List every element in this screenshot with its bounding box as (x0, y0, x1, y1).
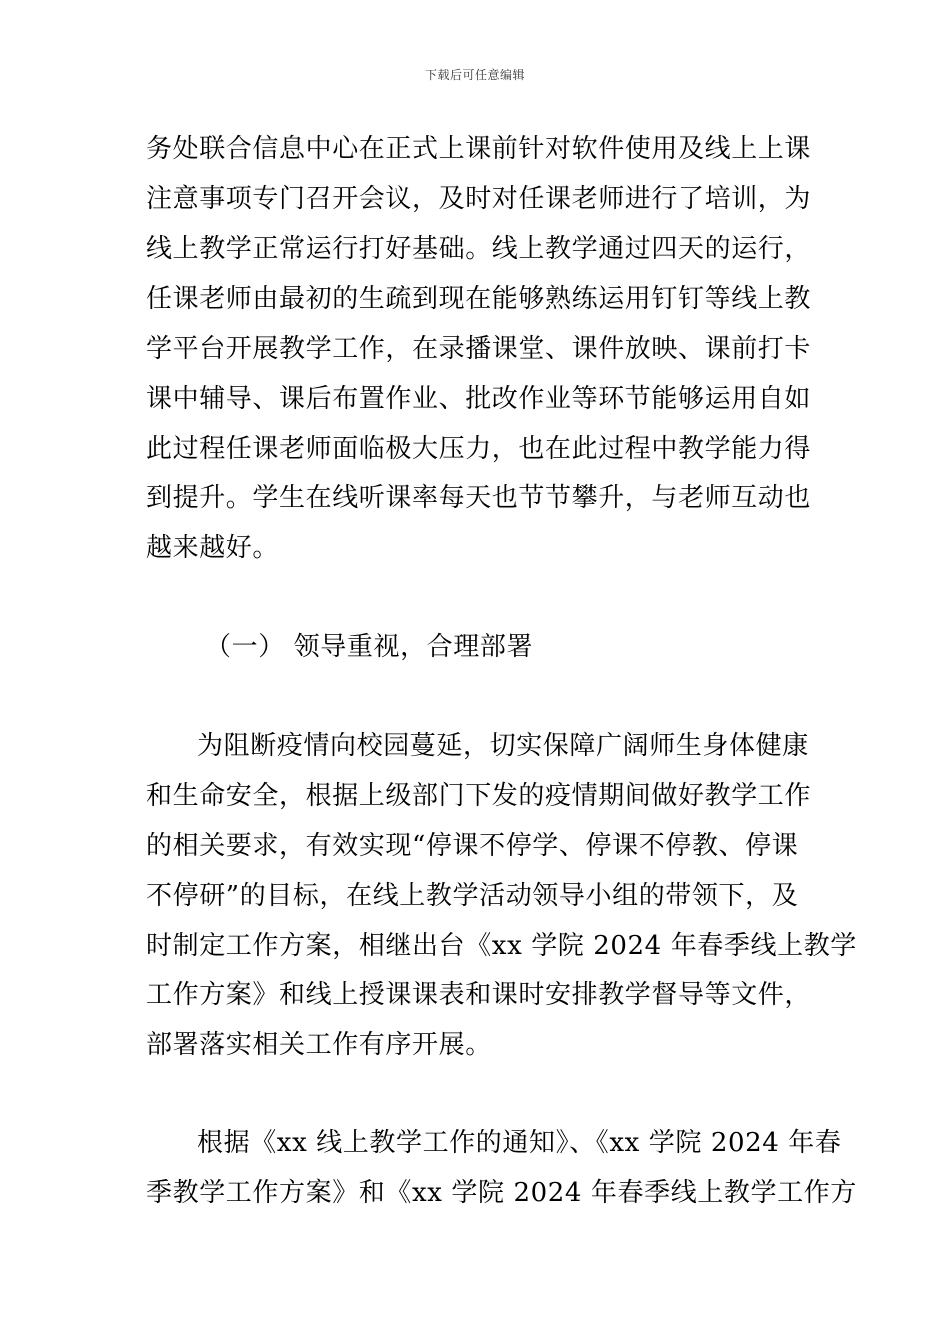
paragraph-1-line-6: 课中辅导、课后布置作业、批改作业等环节能够运用自如 (146, 384, 812, 414)
paragraph-1-line-9: 越来越好。 (146, 533, 280, 563)
paragraph-2-line-3: 的相关要求，有效实现“停课不停学、停课不停教、停课 (146, 831, 799, 861)
paragraph-1-line-5: 学平台开展教学工作，在录播课堂、课件放映、课前打卡 (146, 334, 812, 364)
paragraph-2-line-6: 工作方案》和线上授课课表和课时安排教学督导等文件， (146, 980, 812, 1010)
section-heading: （一） 领导重视，合理部署 (205, 632, 534, 662)
paragraph-2-line-4: 不停研”的目标，在线上教学活动领导小组的带领下，及 (146, 881, 799, 911)
paragraph-3-line-1: 根据《xx 线上教学工作的通知》、《xx 学院 2024 年春 (197, 1128, 842, 1158)
paragraph-1-line-7: 此过程任课老师面临极大压力，也在此过程中教学能力得 (146, 434, 812, 464)
paragraph-1-line-1: 务处联合信息中心在正式上课前针对软件使用及线上上课 (146, 134, 812, 164)
paragraph-2-line-7: 部署落实相关工作有序开展。 (146, 1030, 492, 1060)
paragraph-1-line-2: 注意事项专门召开会议，及时对任课老师进行了培训，为 (146, 184, 812, 214)
paragraph-2-line-2: 和生命安全，根据上级部门下发的疫情期间做好教学工作 (146, 781, 812, 811)
paragraph-1-line-8: 到提升。学生在线听课率每天也节节攀升，与老师互动也 (146, 483, 812, 513)
paragraph-1-line-3: 线上教学正常运行打好基础。线上教学通过四天的运行， (146, 234, 812, 264)
paragraph-1-line-4: 任课老师由最初的生疏到现在能够熟练运用钉钉等线上教 (146, 284, 812, 314)
download-note: 下载后可任意编辑 (424, 68, 525, 82)
paragraph-2-line-5: 时制定工作方案，相继出台《xx 学院 2024 年春季线上教学 (146, 931, 857, 961)
paragraph-2-line-1: 为阻断疫情向校园蔓延，切实保障广阔师生身体健康 (197, 731, 809, 761)
paragraph-3-line-2: 季教学工作方案》和《xx 学院 2024 年春季线上教学工作方 (146, 1178, 857, 1208)
